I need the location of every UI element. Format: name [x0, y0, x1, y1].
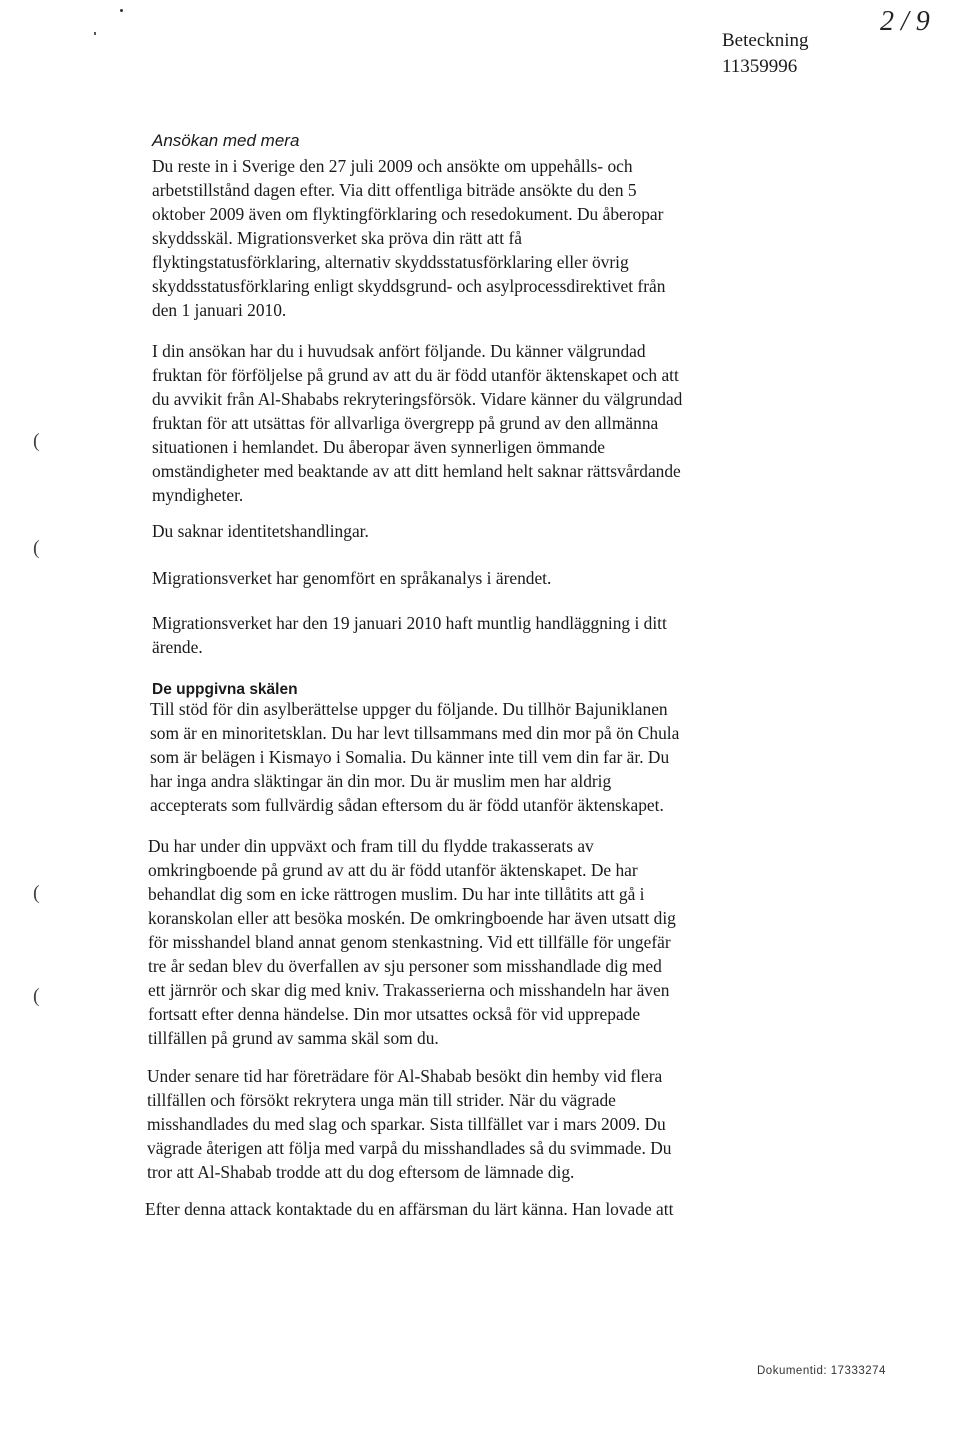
scan-speck — [120, 9, 123, 12]
paragraph: Efter denna attack kontaktade du en affärsman du lärt känna. Han lovade att — [145, 1199, 674, 1219]
designation-label: Beteckning — [722, 30, 809, 51]
paragraph: Migrationsverket har den 19 januari 2010 haft muntlig handläggning i ditt ärende. — [152, 613, 667, 657]
paragraph: Migrationsverket har genomfört en språkanalys i ärendet. — [152, 568, 552, 588]
paragraph: Under senare tid har företrädare för Al-Shabab besökt din hemby vid flera tillfällen och försökt rekrytera unga män till strider. När du vägrade misshandlades du med slag och sparkar. Sista tillfället var i mars 2009. Du vägrade återigen att följa med varpå du misshandlades så du svimmade. Du tror att Al-Shabab trodde att du dog eftersom de lämnade dig. — [147, 1066, 672, 1182]
page-number: 2 / 9 — [880, 6, 930, 37]
scan-speck — [94, 32, 96, 35]
designation-number: 11359996 — [722, 56, 798, 77]
designation-block — [722, 28, 809, 80]
section-heading-application: Ansökan med mera — [152, 131, 300, 150]
section-heading-reasons: De uppgivna skälen — [152, 681, 298, 698]
margin-bracket-mark: ( — [33, 537, 40, 559]
document-id: Dokumentid: 17333274 — [757, 1365, 886, 1377]
margin-bracket-mark: ( — [33, 882, 40, 904]
margin-bracket-mark: ( — [33, 985, 40, 1007]
margin-bracket-mark: ( — [33, 430, 40, 452]
paragraph: Du saknar identitetshandlingar. — [152, 521, 369, 541]
paragraph: I din ansökan har du i huvudsak anfört följande. Du känner välgrundad fruktan för förföljelse på grund av att du är född utanför äktenskapet och att du avvikit från Al-Shababs rekryteringsförsök. Vidare känner du välgrundad fruktan för att utsättas för allvarliga övergrepp på grund av den allmänna situationen i hemlandet. Du åberopar även synnerligen ömmande omständigheter med beaktande av att ditt hemland helt saknar rättsvårdande myndigheter. — [152, 341, 683, 505]
paragraph: Du har under din uppväxt och fram till du flydde trakasserats av omkringboende på grund av att du är född utanför äktenskapet. De har behandlat dig som en icke rättrogen muslim. Du har inte tillåtits att gå i koranskolan eller att besöka moskén. De omkringboende har även utsatt dig för misshandel bland annat genom stenkastning. Vid ett tillfälle för ungefär tre år sedan blev du överfallen av sju personer som misshandlade dig med ett järnrör och skar dig med kniv. Trakasserierna och misshandeln har även fortsatt efter denna händelse. Din mor utsattes också för vid upprepade tillfällen på grund av samma skäl som du. — [148, 836, 676, 1048]
paragraph: Till stöd för din asylberättelse uppger du följande. Du tillhör Bajuniklanen som är en minoritetsklan. Du har levt tillsammans med din mor på ön Chula som är belägen i Kismayo i Somalia. Du känner inte till vem din far är. Du har inga andra släktingar än din mor. Du är muslim men har aldrig accepterats som fullvärdig sådan eftersom du är född utanför äktenskapet. — [150, 699, 680, 815]
paragraph: Du reste in i Sverige den 27 juli 2009 och ansökte om uppehålls- och arbetstillstånd dagen efter. Via ditt offentliga biträde ansökte du den 5 oktober 2009 även om flyktingförklaring och resedokument. Du åberopar skyddsskäl. Migrationsverket ska pröva din rätt att få flyktingstatusförklaring, alternativ skyddsstatusförklaring eller övrig skyddsstatusförklaring enligt skyddsgrund- och asylprocessdirektivet från den 1 januari 2010. — [152, 156, 666, 320]
